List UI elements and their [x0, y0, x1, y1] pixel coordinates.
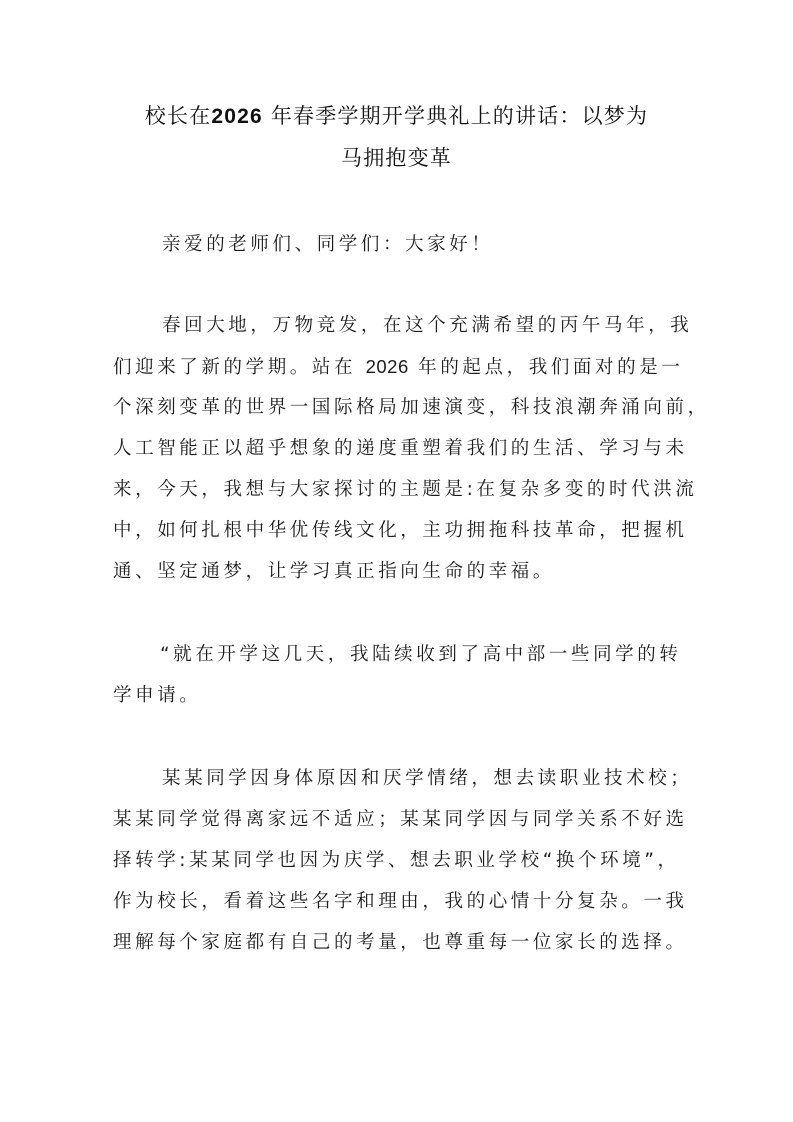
paragraph-3-line-2: 某某同学觉得离家远不适应；某某同学因与同学关系不好选	[113, 809, 688, 830]
paragraph-3-line-5: 理解每个家庭都有自己的考量，也尊重每一位家长的选择。	[113, 932, 688, 953]
paragraph-1-line-3: 个深刻变革的世界一国际格局加速演变，科技浪潮奔涌向前，	[113, 397, 710, 418]
title-year: 2026	[211, 105, 263, 128]
paragraph-1-line-2	[113, 354, 683, 381]
document-title-line-2: 马拥抱变革	[341, 146, 452, 170]
paragraph-2-line-2: 学申请。	[113, 685, 202, 706]
paragraph-1-line-5: 来，今天，我想与大家探讨的主题是:在复杂多变的时代洪流	[113, 479, 698, 500]
paragraph-1-line-2-text-a: 们迎来了新的学期。站在	[113, 357, 357, 378]
paragraph-2-line-1: “就在开学这几天，我陆续收到了高中部一些同学的转	[160, 644, 682, 665]
paragraph-3-line-4: 作为校长，看着这些名字和理由，我的心情十分复杂。一我	[113, 891, 688, 912]
paragraph-1-line-2-text-b: 年的起点，我们面对的是一	[418, 357, 684, 378]
document-title-line-1	[100, 96, 693, 137]
paragraph-3-line-3: 择转学:某某同学也因为庆学、想去职业学校“换个环境”，	[113, 850, 680, 871]
greeting: 亲爱的老师们、同学们：大家好！	[162, 234, 494, 255]
title-prefix: 校长在	[144, 104, 212, 128]
paragraph-1-year: 2026	[365, 356, 409, 377]
title-suffix: 年春季学期开学典礼上的讲话：以梦为	[270, 104, 649, 128]
paragraph-1-line-6: 中，如何扎根中华优传线文化，主功拥拖科技革命，把握机	[113, 520, 688, 541]
paragraph-1-line-1: 春回大地，万物竞发，在这个充满希望的丙午马年，我	[162, 315, 693, 336]
paragraph-1-line-7: 通、坚定通梦，让学习真正指向生命的幸福。	[113, 561, 556, 582]
paragraph-3-line-1: 某某同学因身体原因和厌学情绪，想去读职业技术校；	[162, 768, 693, 789]
paragraph-1-line-4: 人工智能正以超乎想象的递度重塑着我们的生活、学习与未	[113, 438, 688, 459]
